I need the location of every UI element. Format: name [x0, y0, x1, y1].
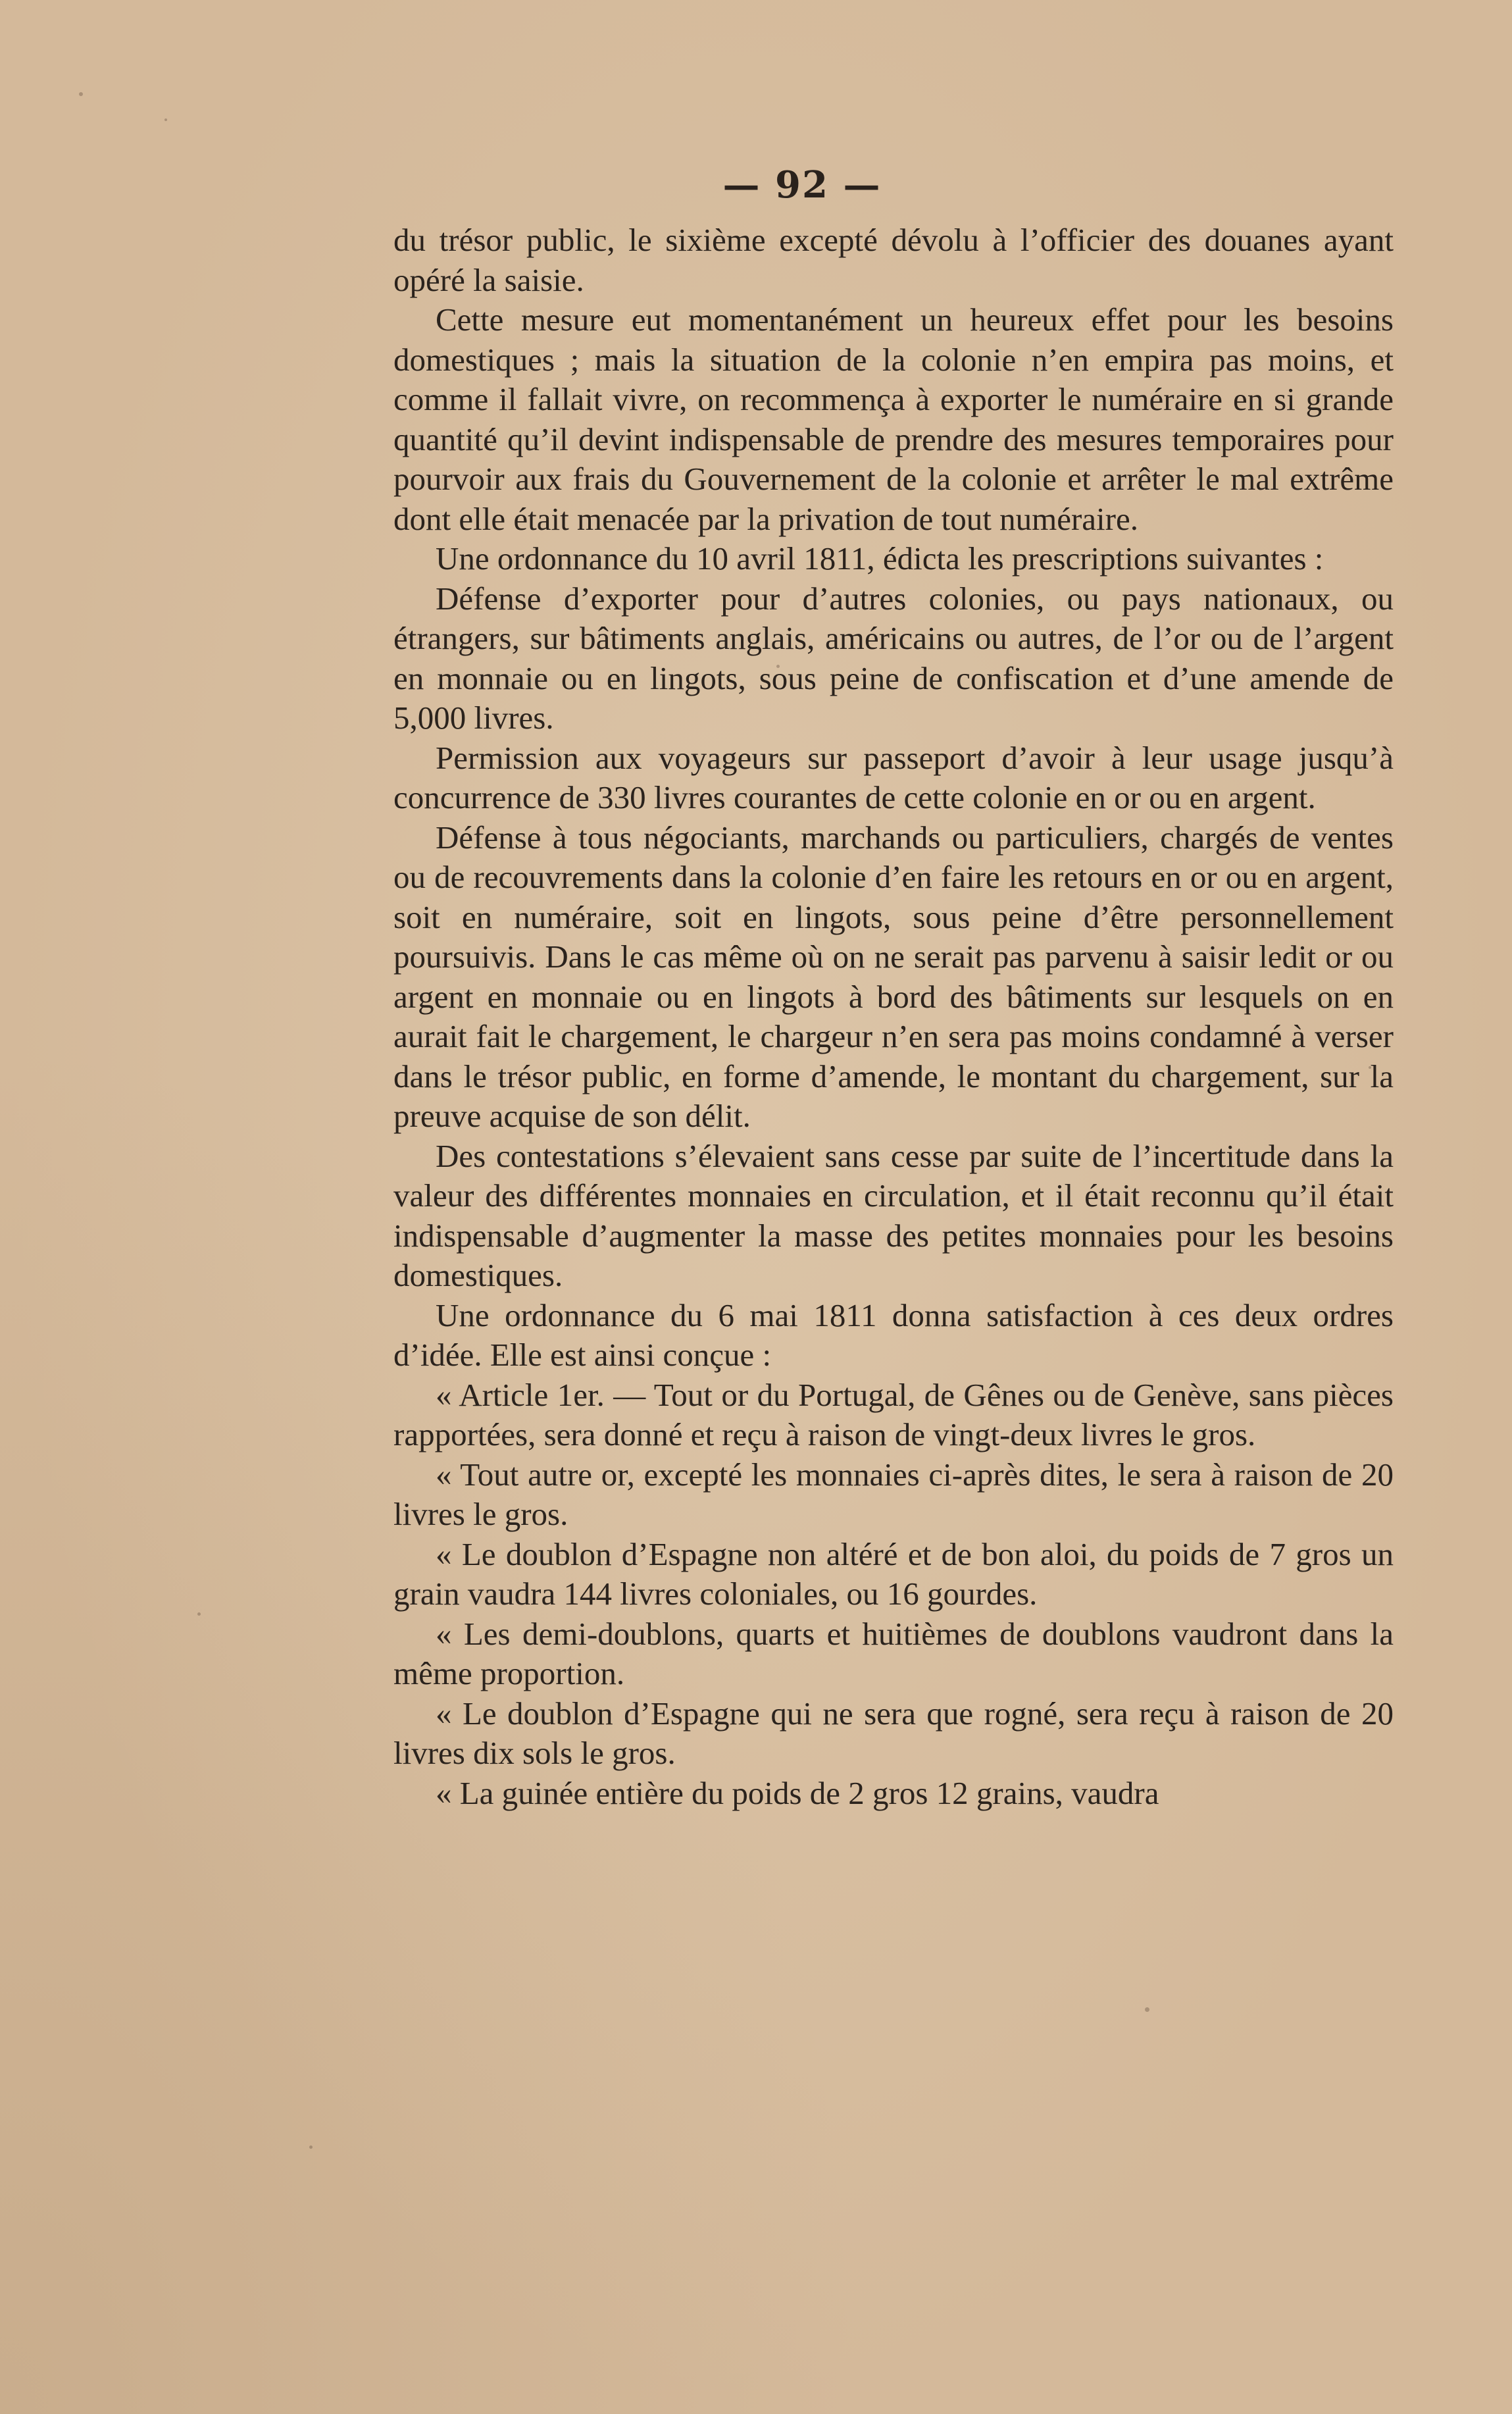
- paragraph: Une ordonnance du 6 mai 1811 donna satisfaction à ces deux ordres d’idée. Elle est ainsi conçue :: [393, 1297, 1394, 1373]
- paper-speck: [164, 118, 167, 121]
- paragraph: Défense d’exporter pour d’autres colonies, ou pays nationaux, ou étrangers, sur bâtiments anglais, américains ou autres, de l’or ou de l’argent en monnaie ou en lingots, sous peine de confiscation et d’une amende de 5,000 livres.: [393, 580, 1394, 736]
- paragraph: Cette mesure eut momentanément un heureux effet pour les besoins domestiques ; mais la situation de la colonie n’en empira pas moins, et comme il fallait vivre, on recommença à exporter le numéraire en si grande quantité qu’il devint indispensable de prendre des mesures temporaires pour pourvoir aux frais du Gouvernement de la colonie et arrêter le mal extrême dont elle était menacée par la privation de tout numéraire.: [393, 301, 1394, 537]
- paragraph: Des contestations s’élevaient sans cesse par suite de l’incertitude dans la valeur des différentes monnaies en circulation, et il était reconnu qu’il était indispensable d’augmenter la masse des petites monnaies pour les besoins domestiques.: [393, 1137, 1394, 1293]
- paragraph: du trésor public, le sixième excepté dévolu à l’officier des douanes ayant opéré la saisie.: [393, 222, 1394, 298]
- paragraph: « Article 1er. — Tout or du Portugal, de Gênes ou de Genève, sans pièces rapportées, sera donné et reçu à raison de vingt-deux livres le gros.: [393, 1376, 1394, 1452]
- paper-speck: [776, 665, 780, 668]
- paragraph: « La guinée entière du poids de 2 gros 12 grains, vaudra: [436, 1774, 1159, 1811]
- paragraph: « Les demi-doublons, quarts et huitièmes de doublons vaudront dans la même proportion.: [393, 1615, 1394, 1691]
- paper-speck: [197, 1612, 201, 1616]
- paper-speck: [79, 92, 83, 96]
- paragraph: Une ordonnance du 10 avril 1811, édicta les prescriptions suivantes :: [436, 540, 1324, 577]
- paragraph: « Le doublon d’Espagne non altéré et de bon aloi, du poids de 7 gros un grain vaudra 144 livres coloniales, ou 16 gourdes.: [393, 1535, 1394, 1612]
- paragraph: Permission aux voyageurs sur passeport d’avoir à leur usage jusqu’à concurrence de 330 livres courantes de cette colonie en or ou en argent.: [393, 739, 1394, 815]
- paragraph: « Tout autre or, excepté les monnaies ci-après dites, le sera à raison de 20 livres le gros.: [393, 1456, 1394, 1532]
- paper-speck: [1369, 1066, 1371, 1069]
- paper-speck: [1145, 2007, 1149, 2012]
- page-number: — 92 —: [722, 163, 882, 207]
- paragraph: « Le doublon d’Espagne qui ne sera que rogné, sera reçu à raison de 20 livres dix sols le gros.: [393, 1695, 1394, 1771]
- paragraph: Défense à tous négociants, marchands ou particuliers, chargés de ventes ou de recouvrements dans la colonie d’en faire les retours en or ou en argent, soit en numéraire, soit en lingots, sous peine d’être personnellement poursuivis. Dans le cas même où on ne serait pas parvenu à saisir ledit or ou argent en monnaie ou en lingots à bord des bâtiments sur lesquels on en aurait fait le chargement, le chargeur n’en sera pas moins condamné à verser dans le trésor public, en forme d’amende, le montant du chargement, sur la preuve acquise de son délit.: [393, 819, 1394, 1134]
- paper-speck: [309, 2145, 313, 2149]
- body-text: [393, 220, 1394, 1813]
